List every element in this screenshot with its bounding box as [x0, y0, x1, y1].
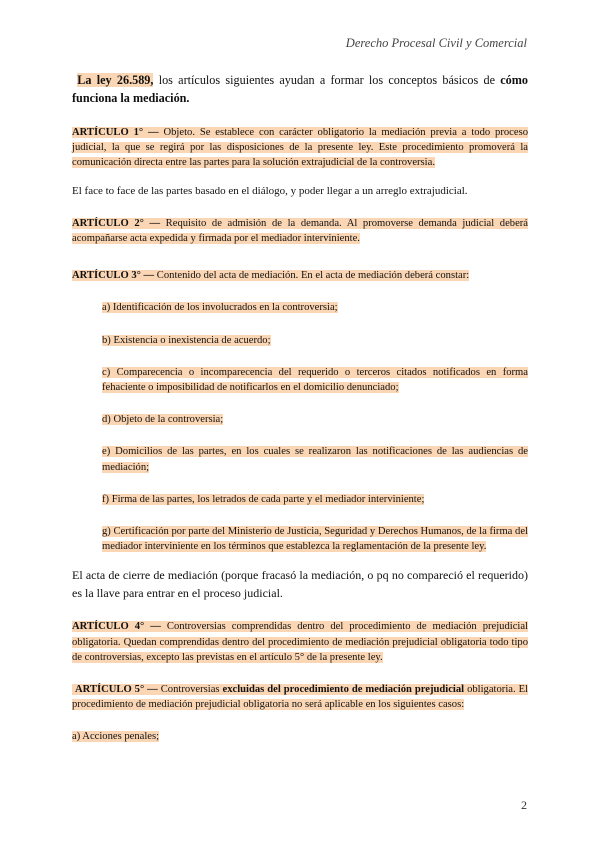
article-5-item-a: a) Acciones penales; — [72, 731, 160, 743]
article-3-item-c: c) Comparecencia o incomparecencia del requerido o terceros citados notificados en forma fehaciente o imposibilidad de notificarlos en el domicilio denunciado; — [102, 366, 528, 394]
comment-1: El face to face de las partes basado en el diálogo, y poder llegar a un arreglo extrajudicial. — [72, 184, 468, 197]
article-1: ARTÍCULO 1° — Objeto. Se establece con carácter obligatorio la mediación previa a todo proceso judicial, la que se regirá por las disposiciones de la presente ley. Este procedimiento promoverá la comunicación directa entre las partes para la solución extrajudicial de la controversia. — [72, 127, 528, 169]
intro-paragraph: La ley 26.589, los artículos siguientes ayudan a formar los conceptos básicos de cómo funciona la mediación. — [72, 73, 529, 105]
page-number: 2 — [521, 798, 527, 812]
article-5: ARTÍCULO 5° — Controversias excluidas del procedimiento de mediación prejudicial obligatoria. El procedimiento de mediación prejudicial obligatoria no será aplicable en los siguientes casos: — [72, 684, 528, 711]
article-3-item-b: b) Existencia o inexistencia de acuerdo; — [102, 334, 271, 346]
running-header: Derecho Procesal Civil y Comercial — [345, 36, 527, 50]
article-3-item-g: g) Certificación por parte del Ministerio de Justicia, Seguridad y Derechos Humanos, de la firma del mediador interviniente en los términos que establezca la reglamentación de la presente ley. — [102, 526, 528, 553]
comment-2: El acta de cierre de mediación (porque fracasó la mediación, o pq no compareció el requerido) es la llave para entrar en el proceso judicial. — [72, 568, 528, 600]
article-3-item-a: a) Identificación de los involucrados en la controversia; — [102, 302, 338, 314]
article-3-item-e: e) Domicilios de las partes, en los cuales se realizaron las notificaciones de las audiencias de mediación; — [102, 446, 528, 473]
article-3-item-f: f) Firma de las partes, los letrados de cada parte y el mediador interviniente; — [102, 493, 425, 505]
intro-bold: cómo funciona la mediación. — [72, 73, 529, 105]
article-3-item-d: d) Objeto de la controversia; — [102, 414, 224, 426]
document-body — [72, 72, 528, 745]
law-reference: La ley 26.589, — [77, 73, 154, 87]
article-4: ARTÍCULO 4° — Controversias comprendidas dentro del procedimiento de mediación prejudicial obligatoria. Quedan comprendidas dentro del procedimiento de mediación prejudicial obligatoria todo tipo de controversias, excepto las previstas en el artículo 5° de la presente ley. — [72, 621, 528, 663]
article-2: ARTÍCULO 2° — Requisito de admisión de la demanda. Al promoverse demanda judicial deberá acompañarse acta expedida y firmada por el mediador interviniente. — [72, 217, 528, 245]
article-3: ARTÍCULO 3° — Contenido del acta de mediación. En el acta de mediación deberá constar: — [72, 270, 470, 282]
